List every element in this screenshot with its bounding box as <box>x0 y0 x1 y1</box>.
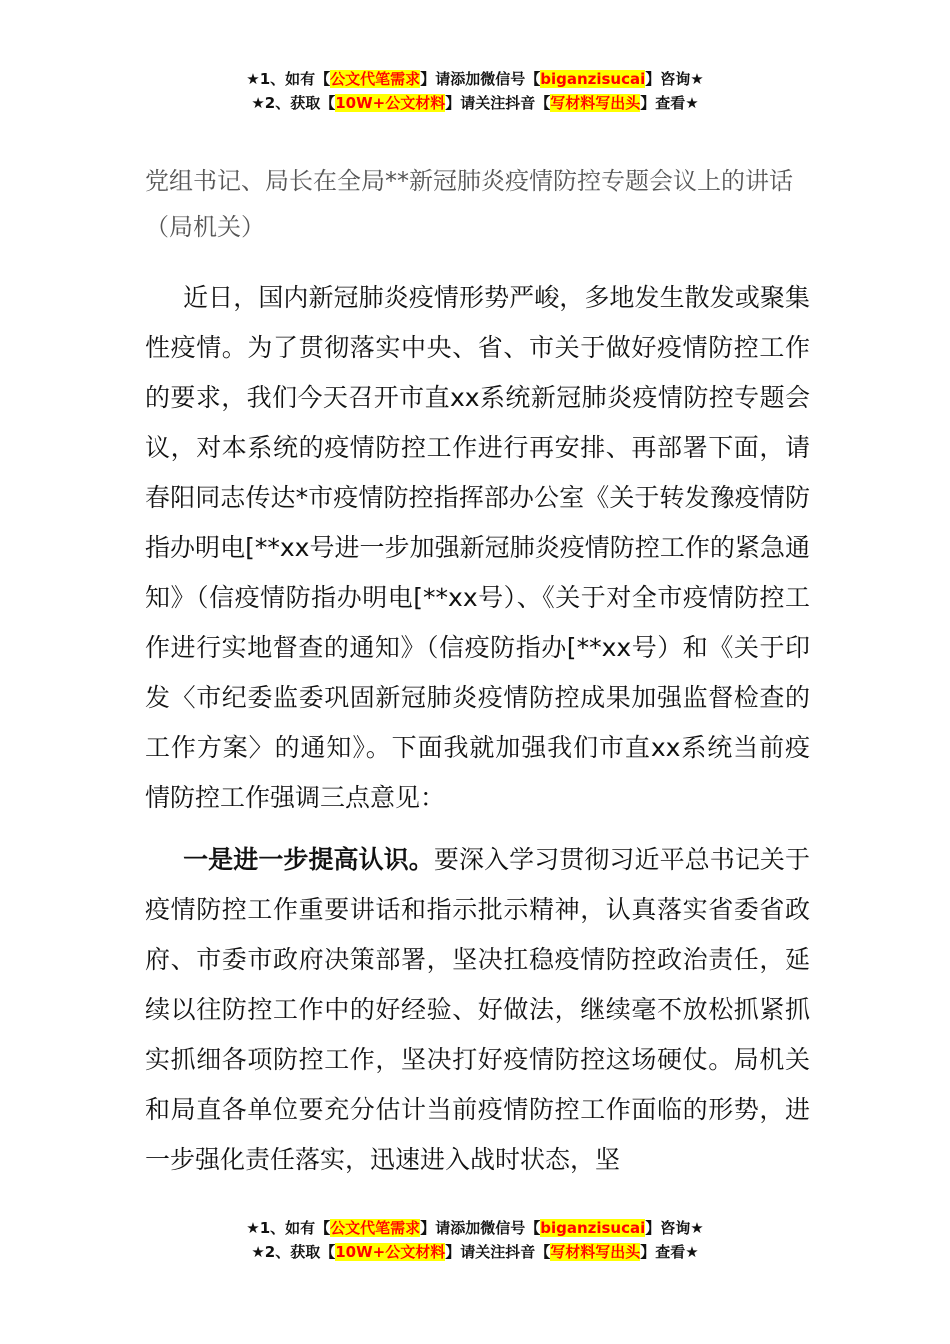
banner-text: ★1、如有【 <box>246 70 331 88</box>
paragraph-2-text: 要深入学习贯彻习近平总书记关于疫情防控工作重要讲话和指示批示精神，认真落实省委省政府、市委市政府决策部署，坚决扛稳疫情防控政治责任，延续以往防控工作中的好经验、好做法，继续毫不放松抓紧抓实抓细各项防控工作，坚决打好疫情防控这场硬仗。局机关和局直各单位要充分估计当前疫情防控工作面临的形势，进一步强化责任落实，迅速进入战时状态，坚 <box>145 845 810 1174</box>
header-banner <box>0 67 950 115</box>
paragraph-2-lead: 一是进一步提高认识。 <box>183 845 434 874</box>
banner-text: 】咨询★ <box>645 1219 704 1237</box>
banner-highlight: biganzisucai <box>540 1219 646 1237</box>
banner-highlight: 10W+公文材料 <box>335 94 446 112</box>
banner-highlight: 公文代笔需求 <box>330 70 421 88</box>
footer-banner <box>0 1216 950 1264</box>
banner-text: ★2、获取【 <box>251 1243 336 1261</box>
banner-text: 】请添加微信号【 <box>420 70 541 88</box>
banner-highlight: 写材料写出头 <box>550 94 641 112</box>
banner-line-2 <box>0 91 950 115</box>
banner-highlight: 10W+公文材料 <box>335 1243 446 1261</box>
banner-highlight: biganzisucai <box>540 70 646 88</box>
banner-line-1 <box>0 67 950 91</box>
banner-text: 】请关注抖音【 <box>445 94 551 112</box>
banner-highlight: 公文代笔需求 <box>330 1219 421 1237</box>
banner-text: 】查看★ <box>640 94 699 112</box>
banner-text: 】请关注抖音【 <box>445 1243 551 1261</box>
paragraph-1-text: 近日，国内新冠肺炎疫情形势严峻，多地发生散发或聚集性疫情。为了贯彻落实中央、省、市关于做好疫情防控工作的要求，我们今天召开市直xx系统新冠肺炎疫情防控专题会议，对本系统的疫情防控工作进行再安排、再部署下面，请春阳同志传达*市疫情防控指挥部办公室《关于转发豫疫情防指办明电[**xx号进一步加强新冠肺炎疫情防控工作的紧急通知》（信疫情防指办明电[**xx号）、《关于对全市疫情防控工作进行实地督查的通知》（信疫防指办[**xx号）和《关于印发〈市纪委监委巩固新冠肺炎疫情防控成果加强监督检查的工作方案〉的通知》。下面我就加强我们市直xx系统当前疫情防控工作强调三点意见： <box>145 283 810 812</box>
document-title: 党组书记、局长在全局**新冠肺炎疫情防控专题会议上的讲话（局机关） <box>145 167 793 241</box>
banner-text: ★1、如有【 <box>246 1219 331 1237</box>
banner-text: 】咨询★ <box>645 70 704 88</box>
paragraph-2 <box>145 835 810 1185</box>
banner-text: ★2、获取【 <box>251 94 336 112</box>
banner-line-2 <box>0 1240 950 1264</box>
banner-text: 】请添加微信号【 <box>420 1219 541 1237</box>
banner-highlight: 写材料写出头 <box>550 1243 641 1261</box>
banner-text: 】查看★ <box>640 1243 699 1261</box>
banner-line-1 <box>0 1216 950 1240</box>
paragraph-1 <box>145 273 810 823</box>
